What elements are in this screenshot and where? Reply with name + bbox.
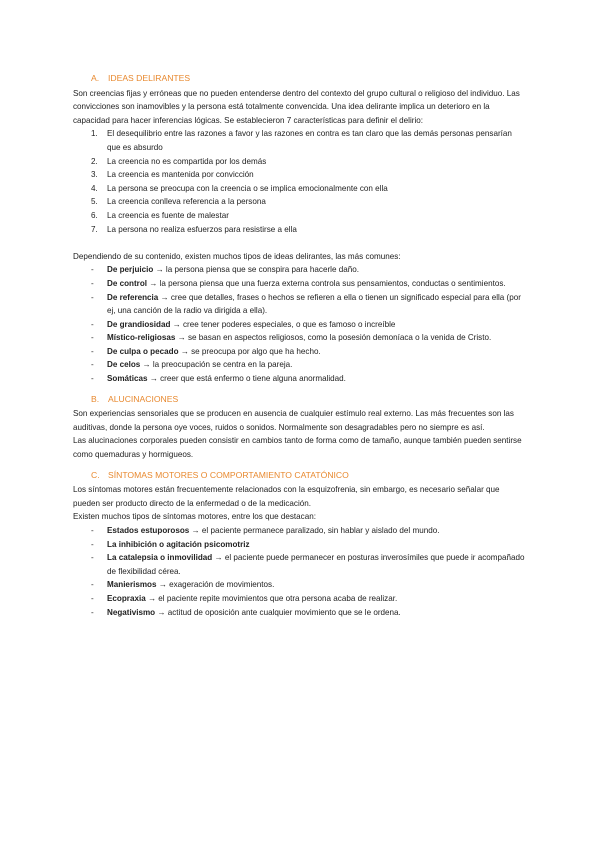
list-item <box>73 182 525 196</box>
section-a-letter: A. <box>91 73 100 83</box>
list-item-desc: → cree tener poderes especiales, o que es famoso o increíble <box>170 319 396 329</box>
list-number: 1. <box>91 129 98 139</box>
list-dash: - <box>91 607 94 617</box>
list-item <box>73 345 525 359</box>
list-item-term: De referencia <box>107 292 159 302</box>
list-item-desc: → exageración de movimientos. <box>156 580 275 590</box>
list-item-desc: → el paciente repite movimientos que otra persona acaba de realizar. <box>145 593 398 603</box>
section-c-letter: C. <box>91 469 100 480</box>
list-item-term: Ecopraxia <box>107 593 146 603</box>
list-item <box>73 318 525 332</box>
section-c-paragraph-2: Existen muchos tipos de síntomas motores, entre los que destacan: <box>73 512 316 522</box>
list-dash: - <box>91 333 94 343</box>
list-item-desc: → se preocupa por algo que ha hecho. <box>178 346 321 356</box>
list-item-desc: → creer que está enfermo o tiene alguna anormalidad. <box>147 374 346 384</box>
list-item <box>73 155 525 169</box>
list-item-text: El desequilibrio entre las razones a favor y las razones en contra es tan claro que las demás personas pensarían que es absurdo <box>107 129 512 152</box>
list-item-text: La creencia es fuente de malestar <box>107 210 229 220</box>
list-item-term: La inhibición o agitación psicomotriz <box>107 539 250 549</box>
section-a-title: IDEAS DELIRANTES <box>108 73 191 83</box>
spacer <box>73 462 525 469</box>
list-item-term: Estados estuporosos <box>107 526 190 535</box>
list-item <box>73 331 525 345</box>
list-dash: - <box>91 593 94 603</box>
list-item-term: Manierismos <box>107 580 157 590</box>
list-item-term: De control <box>107 278 148 288</box>
list-dash: - <box>91 553 94 563</box>
delusion-types-list <box>73 263 525 385</box>
list-item-text: La persona se preocupa con la creencia o se implica emocionalmente con ella <box>107 183 388 193</box>
list-dash: - <box>91 360 94 370</box>
list-item-text: La creencia no es compartida por los demás <box>107 156 267 166</box>
motor-symptoms-list <box>73 524 525 619</box>
list-dash: - <box>91 346 94 356</box>
list-item <box>73 358 525 372</box>
list-item <box>73 606 525 620</box>
section-b-title: ALUCINACIONES <box>108 393 179 404</box>
characteristics-list <box>73 127 525 236</box>
section-b-paragraph-2: Las alucinaciones corporales pueden consistir en cambios tanto de forma como de tamaño, aunque también pueden sentirse como quemaduras y hormigueos. <box>73 436 522 460</box>
list-item <box>73 592 525 606</box>
list-item <box>73 291 525 318</box>
list-dash: - <box>91 265 94 275</box>
list-item-term: De grandiosidad <box>107 319 171 329</box>
list-item <box>73 372 525 386</box>
list-item <box>73 277 525 291</box>
section-c-title: SÍNTOMAS MOTORES O COMPORTAMIENTO CATATÓNICO <box>108 469 349 480</box>
list-item-term: De perjuicio <box>107 265 154 275</box>
list-item <box>73 195 525 209</box>
list-number: 7. <box>91 224 98 234</box>
section-b-heading <box>73 393 525 407</box>
list-number: 3. <box>91 170 98 180</box>
list-number: 6. <box>91 210 98 220</box>
section-b-paragraph-1: Son experiencias sensoriales que se producen en ausencia de cualquier estímulo real externo. Las más frecuentes son las auditivas, donde la persona oye voces, ruidos o sonidos. Normalmente son desagradables pero no siempre es así. <box>73 409 514 432</box>
spacer <box>73 236 525 250</box>
list-number: 5. <box>91 197 98 207</box>
types-intro: Dependiendo de su contenido, existen muchos tipos de ideas delirantes, las más comunes: <box>73 251 401 261</box>
list-item-desc: → el paciente puede permanecer en posturas inverosímiles que puede ir acompañado de flexibilidad cérea. <box>107 553 525 576</box>
list-item-desc: → la persona piensa que se conspira para hacerle daño. <box>153 265 359 275</box>
spacer <box>73 386 525 393</box>
list-dash: - <box>91 580 94 590</box>
list-number: 2. <box>91 156 98 166</box>
list-dash: - <box>91 526 94 535</box>
list-item <box>73 524 525 538</box>
list-item-term: De culpa o pecado <box>107 346 179 356</box>
list-item-desc: → la preocupación se centra en la pareja. <box>140 360 293 370</box>
section-c-paragraph-1: Los síntomas motores están frecuentemente relacionados con la esquizofrenia, sin embargo, es necesario señalar que pueden ser producto directo de la enfermedad o de la medicación. <box>73 485 500 508</box>
list-number: 4. <box>91 183 98 193</box>
list-item <box>73 223 525 237</box>
list-dash: - <box>91 278 94 288</box>
list-item-text: La creencia es mantenida por convicción <box>107 170 254 180</box>
list-item-term: De celos <box>107 360 141 370</box>
list-dash: - <box>91 374 94 384</box>
list-item <box>73 538 525 552</box>
list-item <box>73 127 525 154</box>
list-item-desc: → actitud de oposición ante cualquier movimiento que se le ordena. <box>155 607 401 617</box>
list-item-text: La persona no realiza esfuerzos para resistirse a ella <box>107 224 297 234</box>
list-item <box>73 263 525 277</box>
section-a-intro: Son creencias fijas y erróneas que no pueden entenderse dentro del contexto del grupo cultural o religioso del individuo. Las convicciones son inamovibles y la persona está totalmente convencida. Una idea delirante implica un deterioro en la capacidad para hacer inferencias lógicas. Se establecieron 7 características para definir el delirio: <box>73 88 520 125</box>
list-item <box>73 551 525 578</box>
document-page <box>73 72 525 619</box>
list-item-term: La catalepsia o inmovilidad <box>107 553 213 563</box>
list-dash: - <box>91 539 94 549</box>
list-dash: - <box>91 319 94 329</box>
list-item-desc: → el paciente permanece paralizado, sin hablar y aislado del mundo. <box>189 526 440 535</box>
list-dash: - <box>91 292 94 302</box>
list-item-term: Somáticas <box>107 374 148 384</box>
list-item <box>73 209 525 223</box>
section-a-heading <box>73 72 525 86</box>
list-item-term: Místico-religiosas <box>107 333 176 343</box>
list-item-desc: → se basan en aspectos religiosos, como la posesión demoníaca o la venida de Cristo. <box>175 333 492 343</box>
list-item-term: Negativismo <box>107 607 156 617</box>
section-c-heading <box>73 469 525 483</box>
list-item-desc: → cree que detalles, frases o hechos se refieren a ella o tienen un significado especial para ella (por ej, una canción de la radio va dirigida a ella). <box>107 292 521 316</box>
list-item-text: La creencia conlleva referencia a la persona <box>107 197 266 207</box>
list-item <box>73 168 525 182</box>
list-item <box>73 578 525 592</box>
list-item-desc: → la persona piensa que una fuerza externa controla sus pensamientos, conductas o sentimientos. <box>147 278 506 288</box>
section-b-letter: B. <box>91 393 100 404</box>
